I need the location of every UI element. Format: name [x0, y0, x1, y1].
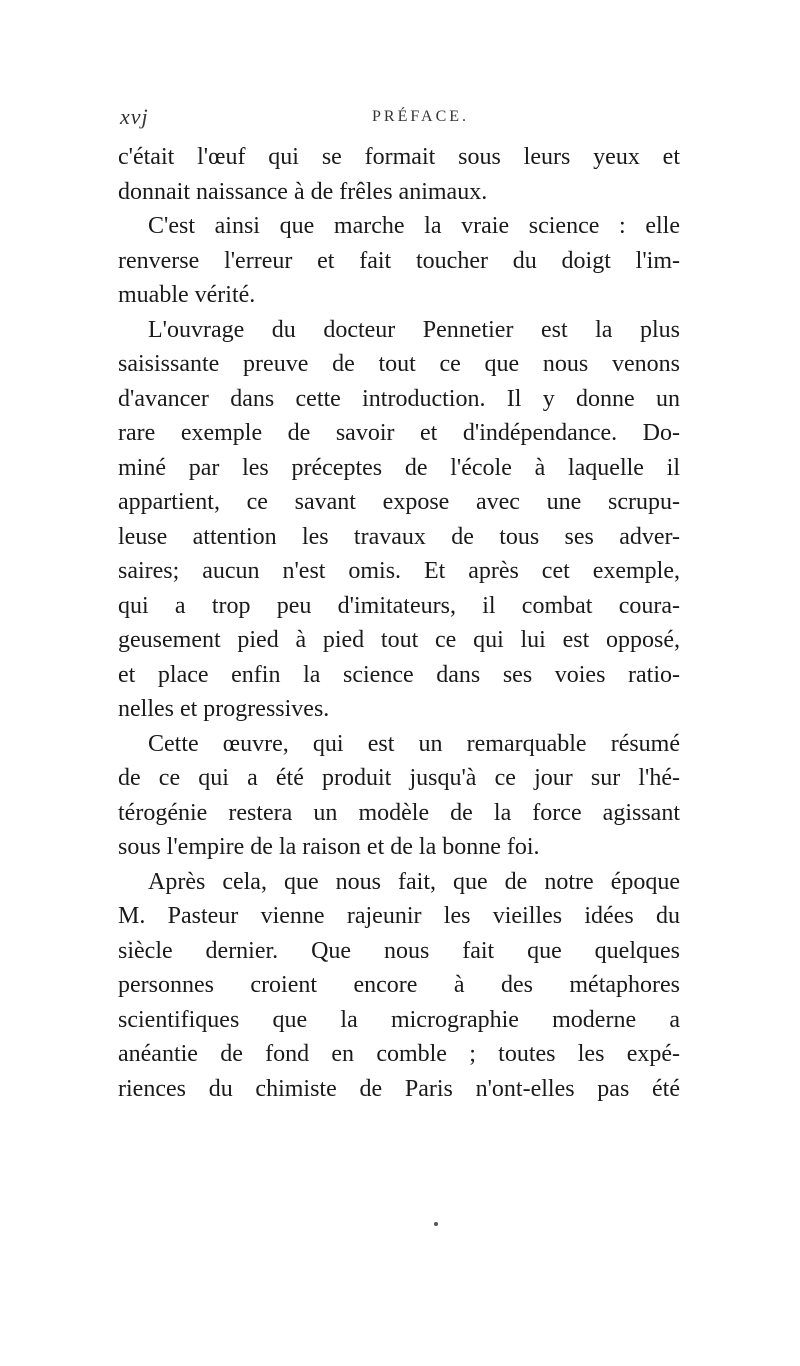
text-line: scientifiques que la micrographie moderne a: [118, 1006, 680, 1033]
text-line: c'était l'œuf qui se formait sous leurs yeux et: [118, 144, 680, 170]
text-line: muable vérité.: [118, 282, 256, 308]
text-line: M. Pasteur vienne rajeunir les vieilles idées du: [118, 903, 680, 929]
text-line: saisissante preuve de tout ce que nous venons: [118, 351, 680, 377]
text-line: térogénie restera un modèle de la force agissant: [118, 799, 680, 826]
text-line: sous l'empire de la raison et de la bonne foi.: [118, 834, 540, 860]
text-line: d'avancer dans cette introduction. Il y donne un: [118, 385, 680, 412]
text-line: appartient, ce savant expose avec une scrupu-: [118, 489, 680, 515]
text-line: siècle dernier. Que nous fait que quelques: [118, 937, 680, 964]
text-line: leuse attention les travaux de tous ses adver-: [118, 523, 680, 550]
text-line: personnes croient encore à des métaphores: [118, 972, 680, 998]
text-line: rare exemple de savoir et d'indépendance. Do-: [118, 420, 680, 446]
text-line: renverse l'erreur et fait toucher du doigt l'im-: [118, 247, 680, 274]
page-number: xvj: [120, 104, 149, 129]
text-line: et place enfin la science dans ses voies ratio-: [118, 661, 680, 688]
text-line: C'est ainsi que marche la vraie science : elle: [148, 213, 680, 239]
text-line: Après cela, que nous fait, que de notre époque: [148, 868, 680, 895]
text-line: qui a trop peu d'imitateurs, il combat coura-: [118, 592, 680, 619]
text-line: anéantie de fond en comble ; toutes les expé-: [118, 1041, 680, 1067]
body-text: [118, 140, 680, 1106]
text-line: Cette œuvre, qui est un remarquable résumé: [148, 730, 680, 757]
page-mark-dot: [434, 1222, 438, 1226]
text-line: miné par les préceptes de l'école à laquelle il: [118, 454, 680, 481]
text-line: donnait naissance à de frêles animaux.: [118, 178, 488, 205]
text-line: L'ouvrage du docteur Pennetier est la plus: [148, 316, 680, 343]
text-line: geusement pied à pied tout ce qui lui est opposé,: [118, 627, 680, 653]
text-line: riences du chimiste de Paris n'ont-elles pas été: [118, 1075, 680, 1102]
text-line: de ce qui a été produit jusqu'à ce jour sur l'hé-: [118, 765, 680, 791]
running-title: PRÉFACE.: [372, 108, 470, 125]
running-head: [0, 104, 800, 134]
text-line: saires; aucun n'est omis. Et après cet exemple,: [118, 558, 680, 584]
text-line: nelles et progressives.: [118, 696, 330, 722]
